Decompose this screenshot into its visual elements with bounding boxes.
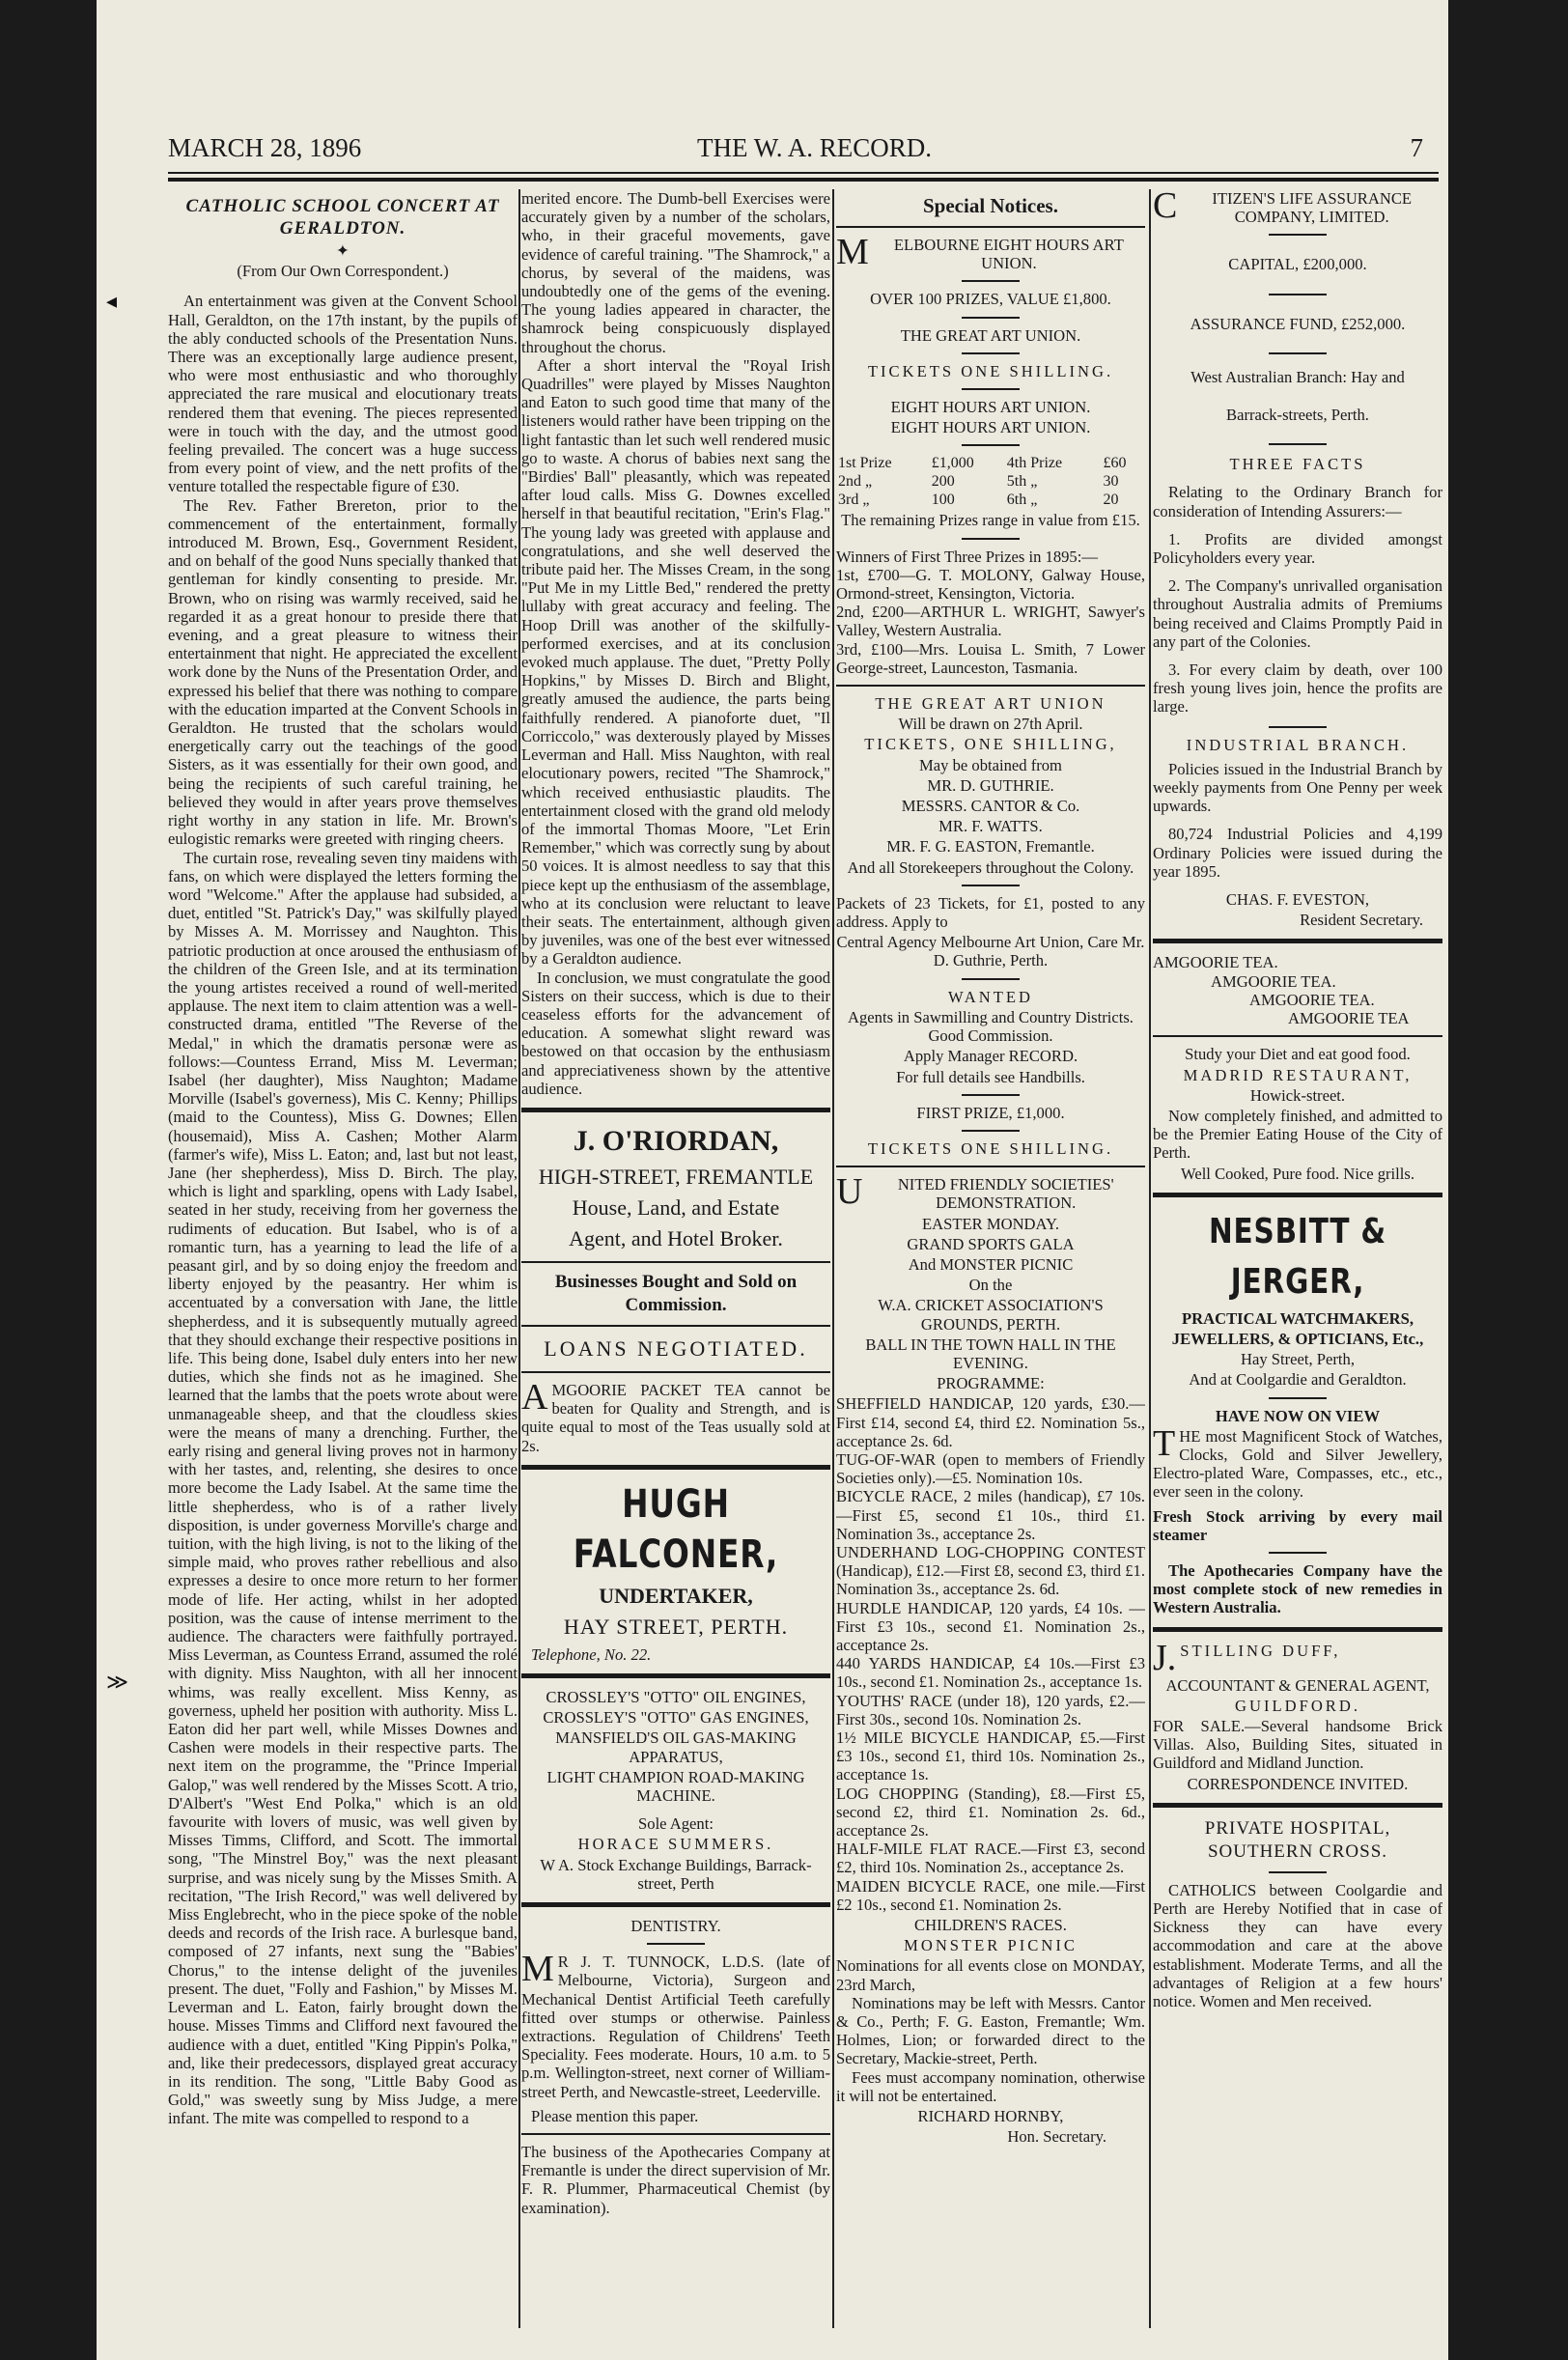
prize-table: [836, 454, 1145, 509]
notice-line: 80,724 Industrial Policies and 4,199 Ordinary Policies were issued during the year 1895.: [1153, 825, 1442, 881]
notice-line: Howick-street.: [1249, 1085, 1346, 1105]
divider: [1269, 294, 1327, 295]
page-number: 7: [1410, 133, 1423, 162]
ornament: ✦: [336, 241, 350, 260]
advert-address: HIGH-STREET, FREMANTLE: [538, 1164, 814, 1189]
section-title: Special Notices.: [923, 194, 1058, 217]
advert-headline: HUGH FALCONER,: [573, 1481, 779, 1577]
drop-cap: C: [1153, 189, 1178, 226]
divider: [962, 388, 1020, 390]
signature-name: CHAS. F. EVESTON,: [1225, 890, 1370, 910]
advert-line: Businesses Bought and Sold on Commission.: [554, 1271, 798, 1315]
drop-cap: U: [836, 1175, 863, 1213]
advert-line: LIGHT CHAMPION ROAD-MAKING MACHINE.: [546, 1767, 805, 1805]
event: BICYCLE RACE, 2 miles (handicap), £7 10s.—First £5, second £1 10s., third £1. Nomination 3s., acceptance 2s.: [836, 1487, 1145, 1543]
divider: [521, 1371, 830, 1373]
advert-headline: NESBITT & JERGER,: [1209, 1211, 1386, 1302]
divider: [521, 1261, 830, 1263]
paragraph: The curtain rose, revealing seven tiny maidens with fans, on which were displayed the letters forming the word "Welcome." After the applause had subsided, a duet, entitled "St. Patrick's Day," was skilfully played by Misses A. M. Morrissey and Naughton. This patriotic production at once aroused the enthusiasm of the children of the Green Isle, and at its termination the young artistes received a round of well-merited applause. The next item to claim attention was a well-constructed drama, entitled "The Reverse of the Medal," in which the dramatis personæ were as follows:—Countess Errand, Miss M. Leverman; Isabel (her daughter), Miss Naughton; Madame Morville (Isabel's governess), Mis C. Kenny; Phillips (maid to the Countess), Miss G. Downes; Ellen (housemaid), Miss A. Cashen; Mother Alarm (farmer's wife), Miss L. Eaton; and, last but not least, Jane (her shepherdess), Miss D. Birch. The play, which is light and sparkling, opens with Lady Isabel, seated in her study, receiving from her governess the rudiments of education. But Isabel, who is of a romantic turn, has a yearning to lead the life of a peasant girl, and by so doing enjoy the freedom and liberty enjoyed by the peasantry. Her whim is accentuated by a conversation with Jane, the little shepherdess, and it is subsequently mutually agreed that they should exchange their respective positions in life. This being done, Isabel duly enters into her new duties, which she finds not as he imagined. She learned that the lambs that the poets wrote about were unmanageable sheep, and that the cloudless skies were the means of many a drenching. Further, the early rising and general living proves not in harmony with her tastes, and, relenting, she desires to once more become the Lady Isabel. At the same time the little shepherdess, who is of a rather lively disposition, is under governess Morville's charge and tuition, with the high living, is not to the liking of the simple maid, who proves rather rebellious and also expresses a desire to once more return to her former mode of life. Her acting, whilst in her adopted position, was the cause of intense merriment to the audience. The characters were faithfully portrayed. Miss Leverman, as Countess Errand, assumed the rolé with dignity. Miss Naughton, with all her innocent whims, was really excellent. Miss Kenny, as governess, upheld her position with authority. Miss L. Eaton did her part well, while Misses Downes and Cashen were models in their respective parts. The next item on the programme, the "Prince Imperial Galop," was well rendered by the Misses Scott. A trio, D'Albert's "West End Polka," which is an old favourite with lovers of music, was well given by Misses Timms, Clifford, and Scott. The immortal song, "The Minstrel Boy," was the next pleasant surprise, and was nicely sung by the Misses Smith. A recitation, "The Irish Record," was well delivered by Miss Englebrecht, who in the piece spoke of the noble deeds and records of the Irish race. A burlesque band, composed of 27 infants, next sung the "Babies' Chorus," to the intense delight of the juveniles present. The duet, "Folly and Fashion," by Misses M. Leverman and L. Eaton, fairly brought down the house. Misses Timms and Clifford next favoured the audience with a duet, entitled "King Pippin's Polka," and, like their predecessors, displayed great accuracy in its rendition. The song, "Little Baby Good as Gold," was sweetly sung by Miss Judge, a mere infant. The mite was compelled to respond to a: [168, 848, 518, 2128]
notice-title: NITED FRIENDLY SOCIETIES' DEMONSTRATION.: [897, 1175, 1114, 1213]
notice-heading: WANTED: [947, 987, 1034, 1006]
notice-line: For full details see Handbills.: [896, 1067, 1085, 1086]
column-1: [168, 189, 518, 2323]
advert-line: HORACE SUMMERS.: [577, 1835, 774, 1854]
advert-line: UNDERTAKER,: [599, 1583, 753, 1608]
divider: [962, 280, 1020, 282]
notice-line: GRAND SPORTS GALA: [907, 1234, 1075, 1253]
divider: [1269, 234, 1327, 236]
divider: [1269, 443, 1327, 445]
notice-line: Policies issued in the Industrial Branch by weekly payments from One Penny per week upwards.: [1153, 759, 1442, 816]
drop-cap: M: [836, 236, 869, 272]
divider: [521, 2133, 830, 2135]
agent: MR. F. WATTS.: [938, 817, 1043, 836]
signature-title: Resident Secretary.: [1300, 911, 1423, 930]
event: TUG-OF-WAR (open to members of Friendly Societies only).—£5. Nomination 10s.: [836, 1449, 1145, 1488]
byline: (From Our Own Correspondent.): [237, 262, 449, 281]
page-header: [168, 133, 1423, 168]
notice-line: And MONSTER PICNIC: [908, 1254, 1074, 1274]
event: YOUTHS' RACE (under 18), 120 yards, £2.—First 30s., second 10s. Nomination 2s.: [836, 1691, 1145, 1728]
notice-line: Apply Manager RECORD.: [903, 1047, 1078, 1066]
signature-title: Hon. Secretary.: [1007, 2127, 1106, 2147]
advert-line: ACCOUNTANT & GENERAL AGENT,: [1165, 1675, 1430, 1695]
advert-line: Telephone, No. 22.: [531, 1644, 652, 1664]
advert-line: JEWELLERS, & OPTICIANS, Etc.,: [1171, 1329, 1424, 1348]
agent: MR. F. G. EASTON, Fremantle.: [886, 837, 1095, 857]
notice-line: CHILDREN'S RACES.: [914, 1916, 1067, 1935]
divider: [962, 978, 1020, 980]
notice-line: Winners of First Three Prizes in 1895:—: [836, 547, 1098, 566]
event: HALF-MILE FLAT RACE.—First £3, second £2, third 10s. Nomination 2s., acceptance 2s.: [836, 1840, 1145, 1877]
advert-line: Fresh Stock arriving by every mail steamer: [1153, 1506, 1442, 1544]
drop-cap: A: [521, 1380, 548, 1418]
divider: [836, 1166, 1145, 1167]
advert-line: Hay Street, Perth,: [1241, 1350, 1355, 1369]
advert-line: W A. Stock Exchange Buildings, Barrack-street, Perth: [540, 1855, 812, 1893]
tea-line: AMGOORIE TEA.: [1249, 990, 1375, 1009]
prize-row: 3rd „ 100 6th „ 20: [838, 492, 1119, 509]
advert-line: HAVE NOW ON VIEW: [1215, 1406, 1381, 1425]
paper-title: THE W. A. RECORD.: [697, 133, 933, 162]
divider: [1269, 1552, 1327, 1554]
divider: [962, 317, 1020, 319]
fact: 1. Profits are divided amongst Policyholders every year.: [1153, 529, 1442, 568]
advert-name: STILLING DUFF,: [1180, 1641, 1341, 1660]
event: 440 YARDS HANDICAP, £4 10s.—First £3 10s., second £1. Nomination 2s., acceptance 1s.: [836, 1654, 1145, 1692]
advert-line: Agent, and Hotel Broker.: [569, 1225, 783, 1250]
margin-mark: ◂: [106, 290, 118, 314]
advert-line: House, Land, and Estate: [572, 1194, 780, 1220]
advert-text: R J. T. TUNNOCK, L.D.S. (late of Melbourne, Victoria), Surgeon and Mechanical Dentist Artificial Teeth carefully fitted over stumps or otherwise. Painless extractions. Regulation of Childrens' Teeth Speciality. Fees moderate. Hours, 10 a.m. to 5 p.m. Wellington-street, next corner of William-street Perth, and Newcastle-street, Leederville.: [521, 1953, 830, 2101]
tea-line: AMGOORIE TEA.: [1153, 953, 1278, 972]
advert-heading: DENTISTRY.: [630, 1917, 721, 1935]
divider: [521, 1108, 830, 1112]
winner: 2nd, £200—ARTHUR L. WRIGHT, Sawyer's Valley, Western Australia.: [836, 603, 1145, 640]
fact: 3. For every claim by death, over 100 fresh young lives join, hence the profits are large.: [1153, 660, 1442, 716]
divider: [1269, 1397, 1327, 1399]
notice-line: Fees must accompany nomination, otherwise it will not be entertained.: [836, 2067, 1145, 2105]
margin-mark: ≫: [106, 1671, 129, 1695]
advert-line: CORRESPONDENCE INVITED.: [1187, 1774, 1409, 1793]
event: 1½ MILE BICYCLE HANDICAP, £5.—First £3 10s., second £1, third 10s. Nomination 2s., acceptance 1s.: [836, 1728, 1145, 1784]
advert-line: Sole Agent:: [638, 1814, 714, 1834]
winner: 3rd, £100—Mrs. Louisa L. Smith, 7 Lower George-street, Launceston, Tasmania.: [836, 639, 1145, 677]
newspaper-page: [97, 0, 1448, 2360]
tea-line: AMGOORIE TEA: [1288, 1009, 1410, 1028]
paragraph: After a short interval the "Royal Irish Quadrilles" were played by Misses Naughton and Eaton to such good time that many of the listeners would rather have been tripping on the light fantastic than let such well rendered music go to waste. A chorus of babies next sang the "Birdies' Ball" pleasantly, which was repeated after loud calls. Miss G. Downes excelled herself in that beautiful recitation, "Erin's Flag." The young lady was greeted with applause and congratulations, and she well deserved the tribute paid her. The Misses Cream, in the song "Put Me in my Little Bed," rendered the pretty lullaby with great accuracy and feeling. The Hoop Drill was another of the skilfully-performed exercises, and at its conclusion evoked much applause. The duet, "Pretty Polly Hopkins," by Misses D. Birch and Blight, greatly amused the audience, the parts being faithfully rendered. A pianoforte duet, "Il Corriccolo," was dexterously played by Misses Leverman and Hall. Miss Naughton, with real elocutionary powers, recited "The Shamrock," which received enthusiastic plaudits. The entertainment closed with the grand old melody of the immortal Thomas Moore, "Let Erin Remember," which was correctly sung by about 50 voices. It is almost needless to say that this piece kept up the enthusiasm of the assemblage, who at its conclusion were reluctant to leave their seats. The entertainment, although given by juveniles, was one of the best ever witnessed by a Geraldton audience.: [521, 355, 830, 969]
advert-text: HE most Magnificent Stock of Watches, Clocks, Gold and Silver Jewellery, Electro-plated Ware, Compasses, etc., etc., ever seen in the colony.: [1153, 1426, 1442, 1502]
event: HURDLE HANDICAP, 120 yards, £4 10s. —First £3 10s., second £1. Nomination 2s., acceptance 2s.: [836, 1598, 1145, 1654]
notice-line: Now completely finished, and admitted to be the Premier Eating House of the City of Perth.: [1153, 1106, 1442, 1163]
notice-line: Agents in Sawmilling and Country Districts. Good Commission.: [848, 1007, 1134, 1046]
notice-line: Central Agency Melbourne Art Union, Care Mr. D. Guthrie, Perth.: [836, 933, 1145, 970]
divider: [1153, 1803, 1442, 1808]
notice-line: Barrack-streets, Perth.: [1226, 406, 1369, 425]
event: UNDERHAND LOG-CHOPPING CONTEST (Handicap), £12.—First £8, second £3, third £1. Nomination 3s., acceptance 2s. 6d.: [836, 1542, 1145, 1599]
notice-line: EIGHT HOURS ART UNION.: [890, 398, 1091, 417]
advert-line: GUILDFORD.: [1234, 1696, 1361, 1715]
advert-text: MGOORIE PACKET TEA cannot be beaten for Quality and Strength, and is quite equal to most of the Teas usually sold at 2s.: [521, 1380, 830, 1455]
fact: 2. The Company's unrivalled organisation throughout Australia admits of Premiums being received and Claims Promptly Paid in any part of the Colonies.: [1153, 576, 1442, 651]
notice-title: ELBOURNE EIGHT HOURS ART UNION.: [893, 236, 1124, 273]
notice-line: THE GREAT ART UNION.: [900, 325, 1081, 345]
agent: MR. D. GUTHRIE.: [927, 775, 1054, 795]
notice-line: May be obtained from: [919, 755, 1062, 774]
notice-line: Will be drawn on 27th April.: [898, 715, 1083, 734]
notice-line: TICKETS, ONE SHILLING,: [864, 735, 1117, 754]
notice-line: TICKETS ONE SHILLING.: [867, 361, 1114, 380]
notice-heading: INDUSTRIAL BRANCH.: [1186, 735, 1410, 754]
notice-line: Well Cooked, Pure food. Nice grills.: [1181, 1164, 1414, 1183]
drop-cap: M: [521, 1953, 554, 1990]
drop-cap: T: [1153, 1426, 1176, 1464]
prize-row: 1st Prize £1,000 4th Prize £60: [838, 455, 1127, 472]
advert-text: CATHOLICS between Coolgardie and Perth are Hereby Notified that in case of Sickness they can have every accommodation and care at the above establishment. Moderate Terms, and all the advantages of Religion at a few hours' notice. Women and Men received.: [1153, 1880, 1442, 2010]
advert-text: The business of the Apothecaries Company at Fremantle is under the direct supervision of Mr. F. R. Plummer, Pharmaceutical Chemist (by examination).: [521, 2143, 830, 2217]
issue-date: MARCH 28, 1896: [168, 133, 362, 162]
header-rule: [168, 172, 1439, 174]
tea-line: AMGOORIE TEA.: [1211, 971, 1336, 991]
divider: [647, 1943, 705, 1945]
column-rule: [1149, 189, 1151, 2328]
advert-line: And at Coolgardie and Geraldton.: [1189, 1370, 1407, 1390]
advert-line: PRACTICAL WATCHMAKERS,: [1181, 1308, 1414, 1328]
divider: [1153, 1035, 1442, 1037]
notice-line: EIGHT HOURS ART UNION.: [890, 418, 1091, 437]
notice-line: Study your Diet and eat good food.: [1185, 1045, 1411, 1064]
paragraph: In conclusion, we must congratulate the good Sisters on their success, which is due to their ceaseless efforts for the advancement of education. A somewhat slight reward was bestowed on that occasion by the enthusiasm and appreciativeness shown by the attentive audience.: [521, 968, 830, 1098]
divider: [1153, 1627, 1442, 1632]
notice-line: Relating to the Ordinary Branch for consideration of Intending Assurers:—: [1153, 483, 1442, 520]
notice-line: The remaining Prizes range in value from £15.: [841, 511, 1140, 530]
divider: [1153, 939, 1442, 943]
notice-line: CAPITAL, £200,000.: [1228, 255, 1367, 274]
notice-line: On the: [968, 1276, 1013, 1295]
divider: [1269, 726, 1327, 728]
notice-line: BALL IN THE TOWN HALL IN THE EVENING.: [865, 1335, 1116, 1372]
notice-line: TICKETS ONE SHILLING.: [867, 1138, 1114, 1158]
signature-name: RICHARD HORNBY,: [917, 2107, 1064, 2126]
paragraph: merited encore. The Dumb-bell Exercises were accurately given by a number of the scholars, who, in their graceful movements, gave evidence of careful training. "The Shamrock," a chorus, by several of the maidens, was undoubtedly one of the gems of the evening. The young ladies appeared in character, the shamrock being conspicuously displayed throughout the chorus.: [521, 189, 830, 356]
notice-line: ASSURANCE FUND, £252,000.: [1190, 314, 1406, 333]
notice-line: THE GREAT ART UNION: [875, 694, 1106, 714]
notice-line: West Australian Branch: Hay and: [1190, 367, 1405, 386]
notice-line: FIRST PRIZE, £1,000.: [916, 1103, 1065, 1122]
divider: [836, 226, 1145, 228]
notice-title: ITIZEN'S LIFE ASSURANCE COMPANY, LIMITED.: [1212, 189, 1413, 227]
notice-line: MONSTER PICNIC: [904, 1936, 1078, 1955]
agent: And all Storekeepers throughout the Colony.: [847, 857, 1134, 877]
column-rule: [832, 189, 834, 2328]
advert-line: Please mention this paper.: [531, 2106, 699, 2125]
advert-line: CROSSLEY'S "OTTO" GAS ENGINES,: [543, 1708, 809, 1728]
notice-line: OVER 100 PRIZES, VALUE £1,800.: [870, 290, 1111, 309]
notice-heading: THREE FACTS: [1229, 455, 1366, 474]
event: MAIDEN BICYCLE RACE, one mile.—First £2 10s., second £1. Nomination 2s.: [836, 1876, 1145, 1914]
column-rule: [518, 189, 520, 2328]
divider: [962, 1094, 1020, 1096]
divider: [836, 685, 1145, 687]
notice-line: W.A. CRICKET ASSOCIATION'S GROUNDS, PERTH.: [878, 1296, 1104, 1334]
event: LOG CHOPPING (Standing), £8.—First £5, second £2, third £1. Nomination 2s. 6d., acceptance 2s.: [836, 1784, 1145, 1840]
divider: [521, 1325, 830, 1327]
advert-name: J. O'RIORDAN,: [573, 1124, 779, 1157]
advert-line: LOANS NEGOTIATED.: [544, 1335, 808, 1361]
event: SHEFFIELD HANDICAP, 120 yards, £30.—First £14, second £4, third £2. Nomination 5s., acceptance 2s. 6d.: [836, 1394, 1145, 1450]
agent: MESSRS. CANTOR & Co.: [901, 797, 1080, 816]
notice-line: Nominations for all events close on MONDAY, 23rd March,: [836, 1956, 1145, 1994]
divider: [521, 1465, 830, 1470]
advert-heading: PRIVATE HOSPITAL, SOUTHERN CROSS.: [1204, 1817, 1391, 1862]
advert-line: HAY STREET, PERTH.: [563, 1614, 789, 1639]
drop-cap: J.: [1153, 1641, 1177, 1674]
notice-line: EASTER MONDAY.: [922, 1214, 1059, 1233]
advert-text: FOR SALE.—Several handsome Brick Villas. Also, Building Sites, situated in Guildford and Midland Junction.: [1153, 1716, 1442, 1773]
notice-line: Nominations may be left with Messrs. Cantor & Co., Perth; F. G. Easton, Fremantle; Wm. Holmes, Lion; or forwarded direct to the Secretary, Mackie-street, Perth.: [836, 1993, 1145, 2068]
divider: [521, 1673, 830, 1678]
article-title: CATHOLIC SCHOOL CONCERT AT GERALDTON.: [185, 196, 500, 239]
divider: [1269, 352, 1327, 354]
header-rule: [168, 178, 1439, 182]
divider: [962, 1130, 1020, 1132]
divider: [962, 444, 1020, 446]
divider: [962, 885, 1020, 886]
advert-line: MANSFIELD'S OIL GAS-MAKING APPARATUS,: [555, 1728, 797, 1766]
notice-heading: MADRID RESTAURANT,: [1183, 1065, 1413, 1084]
prize-row: 2nd „ 200 5th „ 30: [838, 473, 1119, 491]
advert-text: The Apothecaries Company have the most complete stock of new remedies in Western Australia.: [1153, 1560, 1442, 1617]
winner: 1st, £700—G. T. MOLONY, Galway House, Ormond-street, Kensington, Victoria.: [836, 565, 1145, 604]
divider: [1269, 1871, 1327, 1873]
column-4: [1153, 189, 1442, 2323]
notice-heading: PROGRAMME:: [937, 1374, 1045, 1393]
column-3: [836, 189, 1145, 2323]
advert-line: CROSSLEY'S "OTTO" OIL ENGINES,: [546, 1687, 806, 1706]
paragraph: An entertainment was given at the Convent School Hall, Geraldton, on the 17th instant, by the pupils of the ably conducted schools of the Presentation Nuns. There was an exceptionally large audience present, who were most enthusiastic and who thoroughly appreciated the rare musical and elocutionary treats rendered them that evening. The pieces represented were in touch with the day, and the utmost good feeling prevailed. The concert was a huge success from every point of view, and the nett profits of the venture totalled the respectable figure of £30.: [168, 292, 518, 496]
paragraph: The Rev. Father Brereton, prior to the commencement of the entertainment, formally introduced M. Brown, Esq., Government Resident, and on behalf of the good Nuns specially thanked that gentleman for kindly consenting to preside. Mr. Brown, who on rising was warmly received, said he regarded it as a great honour to preside there that evening, and a great pleasure to witness their entertainment that night. He appreciated the excellent work done by the Nuns of the Presentation Order, and expressed his belief that there was nothing to compare with the education imparted at the Convent Schools in Geraldton. He trusted that the scholars would energetically carry out the teachings of the good Sisters, as it was essentially for their own good, and being the recipients of such careful training, he believed they would in after years prove themselves right worthy in any station in life. Mr. Brown's eulogistic remarks were greeted with ringing cheers.: [168, 495, 518, 849]
divider: [962, 538, 1020, 540]
divider: [521, 1902, 830, 1907]
notice-line: Packets of 23 Tickets, for £1, posted to any address. Apply to: [836, 893, 1145, 932]
divider: [1153, 1193, 1442, 1197]
column-2: [521, 189, 830, 2323]
divider: [962, 352, 1020, 354]
